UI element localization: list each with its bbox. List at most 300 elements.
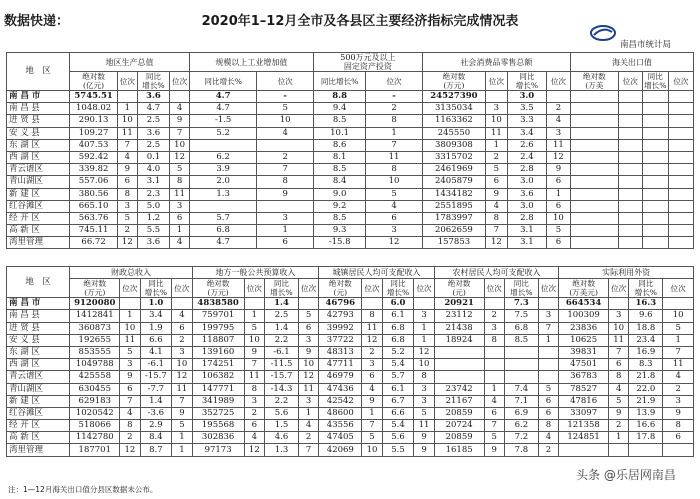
table-cell: 2.5 (137, 115, 170, 127)
table-cell: 11 (663, 359, 694, 371)
table-cell: 11 (546, 139, 570, 151)
table-cell (559, 444, 609, 456)
table-cell: 5 (485, 164, 507, 176)
table-cell: 5 (608, 395, 628, 407)
table-cell: 5 (170, 164, 190, 176)
table-cell (608, 298, 628, 310)
region-header: 地 区 (7, 267, 70, 298)
table-cell: 21438 (434, 322, 484, 334)
table-cell: 1 (538, 334, 558, 346)
region-cell: 经 开 区 (7, 212, 70, 224)
table-cell (642, 225, 668, 237)
table-cell (642, 212, 668, 224)
table-cell: 4 (362, 383, 382, 395)
table-row (7, 432, 694, 444)
region-cell: 青云谱区 (7, 164, 70, 176)
table-cell: 6.8 (382, 322, 414, 334)
table-cell: 2 (120, 432, 140, 444)
table-cell: 7 (663, 346, 694, 358)
column-header: 同比 增长% (140, 279, 172, 298)
table-cell: 11 (244, 371, 264, 383)
table-cell: 9 (663, 407, 694, 419)
table-cell: 341989 (192, 395, 244, 407)
table-cell (570, 151, 618, 163)
table-cell: 1 (362, 407, 382, 419)
table-cell: 665.10 (70, 200, 118, 212)
table-cell: 2 (485, 151, 507, 163)
table-cell: 5 (484, 432, 504, 444)
region-cell: 湾里管理 (7, 444, 70, 456)
table-cell: 6 (257, 237, 314, 249)
table-cell: 12 (546, 151, 570, 163)
table-cell: -6.1 (265, 346, 299, 358)
table-cell: 6 (362, 371, 382, 383)
region-cell: 红谷滩区 (7, 407, 70, 419)
table-cell (668, 237, 693, 249)
table-cell: 6.1 (382, 383, 414, 395)
table-cell: -15.8 (313, 237, 365, 249)
table-cell (618, 237, 642, 249)
table-row (7, 420, 694, 432)
table-cell: 48313 (319, 346, 362, 358)
table-cell (434, 359, 484, 371)
table-cell: 630455 (70, 383, 120, 395)
table-cell: 12 (172, 371, 192, 383)
table-cell (170, 91, 190, 103)
table-cell (570, 188, 618, 200)
table-cell: 3.5 (507, 103, 546, 115)
table-cell: 3 (118, 200, 138, 212)
table-cell: 12 (485, 237, 507, 249)
table-cell: 8.7 (140, 444, 172, 456)
table-cell: 5.2 (189, 127, 257, 139)
table-cell: 3.3 (507, 115, 546, 127)
table-cell (484, 359, 504, 371)
table-cell: 10 (366, 176, 423, 188)
region-cell: 新 建 区 (7, 395, 70, 407)
table-cell: 21.9 (629, 395, 663, 407)
column-header: 位次 (244, 279, 264, 298)
table-cell: 3.4 (507, 127, 546, 139)
region-cell: 进 贤 县 (7, 322, 70, 334)
table-cell: 1 (546, 188, 570, 200)
table-cell: 6 (546, 176, 570, 188)
table-cell (298, 298, 318, 310)
table-cell (172, 298, 192, 310)
column-header: 位次 (484, 279, 504, 298)
table-cell: 9 (485, 188, 507, 200)
table-cell: 97173 (192, 444, 244, 456)
table-cell: 10 (118, 115, 138, 127)
table-cell: 9 (298, 346, 318, 358)
table-cell: 36783 (559, 371, 609, 383)
table-cell: 360873 (70, 322, 120, 334)
column-header: 绝对数 (元) (319, 279, 362, 298)
table-cell (570, 225, 618, 237)
table-cell: 66.72 (70, 237, 118, 249)
table-cell: 3.0 (507, 200, 546, 212)
table-cell (668, 212, 693, 224)
table-cell: 47405 (319, 432, 362, 444)
table-cell (362, 298, 382, 310)
table-row (7, 115, 694, 127)
table-cell (485, 91, 507, 103)
table-cell: 195568 (192, 420, 244, 432)
table-cell (484, 298, 504, 310)
table-cell: 8.5 (313, 115, 365, 127)
table-row (7, 225, 694, 237)
table-cell: 2062659 (422, 225, 485, 237)
column-header: 绝对数 (万元) (192, 279, 244, 298)
table-cell: 1.3 (189, 188, 257, 200)
table-cell: 8 (366, 164, 423, 176)
region-cell: 西 湖 区 (7, 151, 70, 163)
table-cell: 6 (120, 383, 140, 395)
column-header: 位次 (120, 279, 140, 298)
region-cell: 红谷滩区 (7, 200, 70, 212)
table-cell: 8 (118, 188, 138, 200)
table-cell: 1.4 (265, 298, 299, 310)
column-header: 位次 (366, 72, 423, 91)
table-cell: 7 (244, 359, 264, 371)
table-cell (538, 298, 558, 310)
table-cell: 3.1 (507, 225, 546, 237)
table-cell: 2.8 (507, 164, 546, 176)
table-cell: 16.6 (629, 420, 663, 432)
table-cell: 6 (244, 420, 264, 432)
table-row (7, 310, 694, 322)
table-cell: 6 (608, 359, 628, 371)
region-cell: 南 昌 市 (7, 91, 70, 103)
table-cell: 1 (244, 310, 264, 322)
table-cell (618, 212, 642, 224)
table-row (7, 346, 694, 358)
table-cell: 7.4 (504, 383, 538, 395)
fiscal-income-table (6, 266, 694, 457)
table-row (7, 444, 694, 456)
table-cell: 1 (118, 103, 138, 115)
table-cell: 18924 (434, 334, 484, 346)
table-cell: 2.5 (137, 139, 170, 151)
table-cell: 245550 (422, 127, 485, 139)
table-cell: 8.5 (313, 164, 365, 176)
table-cell: -15.7 (265, 371, 299, 383)
table-cell: 11 (120, 334, 140, 346)
table-cell: 78527 (559, 383, 609, 395)
column-header: 同比 增长% (644, 72, 667, 90)
table-cell: -15.7 (140, 371, 172, 383)
table-cell: 5 (366, 188, 423, 200)
table-cell: 3 (298, 395, 318, 407)
table-row (7, 91, 694, 103)
table-cell: 4 (170, 237, 190, 249)
table-cell (570, 164, 618, 176)
column-header: 同比 增长% (507, 72, 546, 91)
table-cell: 1 (485, 139, 507, 151)
table-cell: 2.2 (265, 395, 299, 407)
table-cell: 5.0 (137, 200, 170, 212)
table-cell: 2 (172, 334, 192, 346)
table-cell: 12 (298, 371, 318, 383)
table-cell: 518066 (70, 420, 120, 432)
table-cell: 3 (366, 225, 423, 237)
table-cell: 4.1 (140, 346, 172, 358)
table-cell: 2 (244, 407, 264, 419)
table-cell: -11.5 (265, 359, 299, 371)
table-cell (618, 151, 642, 163)
table-cell: 3 (484, 322, 504, 334)
table-cell: 23112 (434, 310, 484, 322)
table-cell (618, 103, 642, 115)
table-cell: 1 (298, 407, 318, 419)
table-cell: 1412841 (70, 310, 120, 322)
table-cell (434, 371, 484, 383)
table-cell: 2405879 (422, 176, 485, 188)
table-cell: 10 (663, 310, 694, 322)
table-cell: 100309 (559, 310, 609, 322)
table-cell (668, 127, 693, 139)
table-cell (434, 346, 484, 358)
table-cell (642, 176, 668, 188)
table-cell: 4 (257, 127, 314, 139)
table-cell (642, 237, 668, 249)
table-cell: 10625 (559, 334, 609, 346)
table-cell: 6 (366, 212, 423, 224)
table-cell: 7 (366, 139, 423, 151)
table-cell: 11 (485, 127, 507, 139)
table-cell: 47816 (559, 395, 609, 407)
table-cell: 8 (244, 383, 264, 395)
table-cell: 1020542 (70, 407, 120, 419)
table-cell: 5 (663, 322, 694, 334)
table-cell: 11 (366, 151, 423, 163)
column-header: 位次 (608, 279, 628, 298)
table-cell: 4 (485, 200, 507, 212)
table-cell (538, 346, 558, 358)
table-cell: -1.5 (189, 115, 257, 127)
table-cell: 5 (546, 225, 570, 237)
table-cell: 5 (244, 322, 264, 334)
table-cell: 42069 (319, 444, 362, 456)
table-cell: 6.8 (382, 334, 414, 346)
table-cell: 9 (362, 395, 382, 407)
table-cell: 6.6 (382, 407, 414, 419)
table-cell: 6 (546, 200, 570, 212)
table-cell: 4 (170, 103, 190, 115)
table-cell (244, 298, 264, 310)
table-cell: 6 (538, 407, 558, 419)
table-cell: 302836 (192, 432, 244, 444)
table-cell: 5.6 (382, 432, 414, 444)
table-cell (608, 444, 628, 456)
table-cell: 5 (120, 346, 140, 358)
table-cell: 1.4 (265, 322, 299, 334)
region-cell: 经 开 区 (7, 420, 70, 432)
table-cell: 8.5 (313, 212, 365, 224)
table-cell: 2.2 (265, 334, 299, 346)
table-cell: 4 (244, 432, 264, 444)
table-cell: 5.5 (382, 444, 414, 456)
table-cell (642, 127, 668, 139)
table-cell: 7.2 (504, 432, 538, 444)
table-cell (546, 91, 570, 103)
table-cell (570, 127, 618, 139)
table-cell (538, 371, 558, 383)
table-cell: 3.6 (507, 188, 546, 200)
table-cell: 9 (172, 407, 192, 419)
column-group-header: 地区生产总值 (70, 53, 190, 72)
table-cell: 6.7 (382, 395, 414, 407)
table-cell: 8 (257, 176, 314, 188)
table-cell: 1049788 (70, 359, 120, 371)
table-cell: 10 (170, 139, 190, 151)
table-cell: 46979 (319, 371, 362, 383)
table-cell: 2.9 (140, 420, 172, 432)
table-cell: 7 (538, 322, 558, 334)
header-label: 数据快递： (4, 14, 70, 29)
column-header: 绝对数 (元) (434, 279, 484, 298)
table-cell: 11 (170, 188, 190, 200)
table-cell: 4 (120, 407, 140, 419)
table-cell: -7.7 (140, 383, 172, 395)
table-cell: 10 (120, 322, 140, 334)
region-cell: 湾里管理 (7, 237, 70, 249)
table-cell: 24527390 (422, 91, 485, 103)
table-cell: 23836 (559, 322, 609, 334)
table-cell (570, 103, 618, 115)
table-row (7, 395, 694, 407)
table-cell: 42793 (319, 310, 362, 322)
region-cell: 安 义 县 (7, 334, 70, 346)
table-row (7, 407, 694, 419)
table-cell: - (366, 91, 423, 103)
table-cell: 7 (298, 444, 318, 456)
table-cell: 290.13 (70, 115, 118, 127)
table-cell: 9 (546, 164, 570, 176)
table-cell (663, 298, 694, 310)
table-cell: 8 (414, 371, 434, 383)
table-cell (618, 115, 642, 127)
table-cell: 2 (257, 151, 314, 163)
table-cell: 7 (257, 164, 314, 176)
table-cell: 5 (257, 103, 314, 115)
column-header: 位次 (257, 72, 314, 91)
column-header: 位次 (172, 279, 192, 298)
column-header: 绝对数 (万元) (70, 279, 120, 298)
table-cell: 1 (170, 225, 190, 237)
table-cell: 12 (118, 237, 138, 249)
table-cell: 9 (118, 164, 138, 176)
table-cell (618, 188, 642, 200)
table-cell: 20859 (434, 432, 484, 444)
table-cell (538, 359, 558, 371)
table-cell: 1 (484, 383, 504, 395)
table-cell: 2.3 (137, 188, 170, 200)
table-cell: 3 (170, 200, 190, 212)
table-cell: 1.2 (137, 212, 170, 224)
column-header: 位次 (668, 72, 693, 91)
table-cell: 1 (172, 432, 192, 444)
column-group-header: 海关出口值 (570, 53, 693, 72)
table-cell: 1048.02 (70, 103, 118, 115)
table-cell: 4 (484, 395, 504, 407)
table-row (7, 359, 694, 371)
table-cell: 2 (362, 346, 382, 358)
region-cell: 进 贤 县 (7, 115, 70, 127)
table-cell: 16185 (434, 444, 484, 456)
table-cell: 1.0 (140, 298, 172, 310)
table-cell: 12 (170, 151, 190, 163)
region-cell: 南 昌 县 (7, 310, 70, 322)
table-cell: 8.4 (313, 176, 365, 188)
table-cell: 3.6 (137, 91, 170, 103)
table-cell: 11 (118, 127, 138, 139)
table-cell: 1 (172, 444, 192, 456)
table-cell: 6 (298, 322, 318, 334)
table-cell: 6 (546, 237, 570, 249)
table-cell: 43556 (319, 420, 362, 432)
table-cell: 5 (414, 407, 434, 419)
table-cell: 4.6 (265, 432, 299, 444)
table-cell: 3 (244, 395, 264, 407)
table-cell: 8 (362, 310, 382, 322)
table-cell: 9 (170, 115, 190, 127)
table-cell: 3 (172, 346, 192, 358)
table-cell: 4 (663, 371, 694, 383)
region-cell: 东 湖 区 (7, 139, 70, 151)
table-cell: 47711 (319, 359, 362, 371)
table-cell: 3315702 (422, 151, 485, 163)
page-title: 2020年1–12月全市及各县区主要经济指标完成情况表 (201, 14, 519, 29)
region-cell: 高 新 区 (7, 225, 70, 237)
column-header: 位次 (362, 279, 382, 298)
table-cell: 2.8 (507, 212, 546, 224)
table-cell: 8.3 (629, 359, 663, 371)
table-cell: 4.7 (189, 237, 257, 249)
table-cell: 23.4 (629, 334, 663, 346)
table-cell: 8.6 (313, 139, 365, 151)
table-cell: 39831 (559, 346, 609, 358)
table-cell: 12 (366, 237, 423, 249)
table-cell: 4 (172, 310, 192, 322)
table-cell: 0.1 (137, 151, 170, 163)
table-cell: 4 (298, 420, 318, 432)
table-cell: 4 (608, 383, 628, 395)
table-cell: 5.7 (189, 212, 257, 224)
table-cell: 7.8 (504, 444, 538, 456)
table-cell: 12 (244, 444, 264, 456)
table-cell: 118807 (192, 334, 244, 346)
table-cell: 21167 (434, 395, 484, 407)
table-cell: 2 (298, 432, 318, 444)
table-cell: 1 (257, 225, 314, 237)
column-header: 位次 (170, 72, 190, 91)
table-cell: 5 (362, 432, 382, 444)
table-cell: 3 (663, 395, 694, 407)
table-cell: 7 (608, 346, 628, 358)
column-header: 同比增长% (189, 72, 257, 91)
table-cell (642, 139, 668, 151)
column-header: 同比 增长% (382, 279, 414, 298)
table-cell: 3 (414, 395, 434, 407)
column-header: 位次 (414, 279, 434, 298)
table-cell: 18.8 (629, 322, 663, 334)
table-cell: 1 (663, 334, 694, 346)
table-row (7, 176, 694, 188)
table-cell: 157853 (422, 237, 485, 249)
column-header: 绝对数 (万元) (422, 72, 485, 91)
table-row (7, 383, 694, 395)
